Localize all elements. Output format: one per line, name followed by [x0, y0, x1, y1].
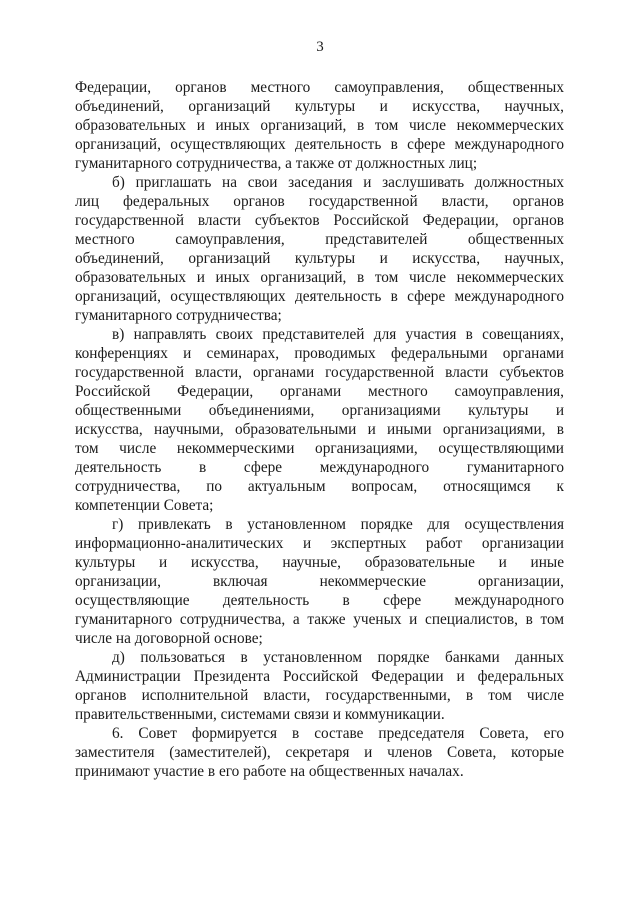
paragraph-continuation — [75, 78, 564, 173]
text-line: числе на договорной основе; — [75, 630, 263, 647]
text-line: осуществляющие деятельность в сфере международного — [75, 592, 564, 609]
text-line: государственной власти, органами государственной власти субъектов — [75, 364, 564, 381]
text-line: организаций, осуществляющих деятельность в сфере международного — [75, 136, 564, 153]
text-line: Российской Федерации, органами местного самоуправления, — [75, 383, 564, 400]
paragraph-item-v — [75, 325, 564, 515]
text-line: г) привлекать в установленном порядке для осуществления — [112, 516, 564, 533]
text-line: принимают участие в его работе на общественных началах. — [75, 763, 464, 780]
document-body — [75, 78, 564, 781]
paragraph-item-d — [75, 648, 564, 724]
text-line: правительственными, системами связи и коммуникации. — [75, 706, 445, 723]
text-line: заместителя (заместителей), секретаря и членов Совета, которые — [75, 744, 564, 761]
paragraph-item-g — [75, 515, 564, 648]
text-line: местного самоуправления, представителей общественных — [75, 231, 564, 248]
text-line: гуманитарного сотрудничества, а также ученых и специалистов, в том — [75, 611, 564, 628]
text-line: организации, включая некоммерческие организации, — [75, 573, 564, 590]
text-line: гуманитарного сотрудничества, а также от должностных лиц; — [75, 155, 478, 172]
text-line: организаций, осуществляющих деятельность в сфере международного — [75, 288, 564, 305]
text-line: том числе некоммерческими организациями, осуществляющими — [75, 440, 564, 457]
text-line: образовательных и иных организаций, в том числе некоммерческих — [75, 117, 564, 134]
text-line: конференциях и семинарах, проводимых федеральными органами — [75, 345, 564, 362]
text-line: объединений, организаций культуры и искусства, научных, — [75, 98, 564, 115]
text-line: сотрудничества, по актуальным вопросам, относящимся к — [75, 478, 564, 495]
text-line: лиц федеральных органов государственной власти, органов — [75, 193, 564, 210]
text-line: гуманитарного сотрудничества; — [75, 307, 282, 324]
text-line: компетенции Совета; — [75, 497, 214, 514]
text-line: объединений, организаций культуры и искусства, научных, — [75, 250, 564, 267]
text-line: Федерации, органов местного самоуправления, общественных — [75, 79, 564, 96]
text-line: в) направлять своих представителей для участия в совещаниях, — [112, 326, 564, 343]
text-line: б) приглашать на свои заседания и заслушивать должностных — [112, 174, 564, 191]
text-line: общественными объединениями, организациями культуры и — [75, 402, 564, 419]
text-line: д) пользоваться в установленном порядке банками данных — [112, 649, 564, 666]
text-line: культуры и искусства, научные, образовательные и иные — [75, 554, 564, 571]
text-line: деятельность в сфере международного гуманитарного — [75, 459, 564, 476]
paragraph-item-b — [75, 173, 564, 325]
text-line: искусства, научными, образовательными и иными организациями, в — [75, 421, 564, 438]
text-line: Администрации Президента Российской Федерации и федеральных — [75, 668, 564, 685]
paragraph-item-6 — [75, 724, 564, 781]
text-line: 6. Совет формируется в составе председателя Совета, его — [112, 725, 564, 742]
page-number: 3 — [316, 39, 324, 55]
text-line: органов исполнительной власти, государственными, в том числе — [75, 687, 564, 704]
text-line: образовательных и иных организаций, в том числе некоммерческих — [75, 269, 564, 286]
text-line: государственной власти субъектов Российской Федерации, органов — [75, 212, 564, 229]
text-line: информационно-аналитических и экспертных работ организации — [75, 535, 564, 552]
